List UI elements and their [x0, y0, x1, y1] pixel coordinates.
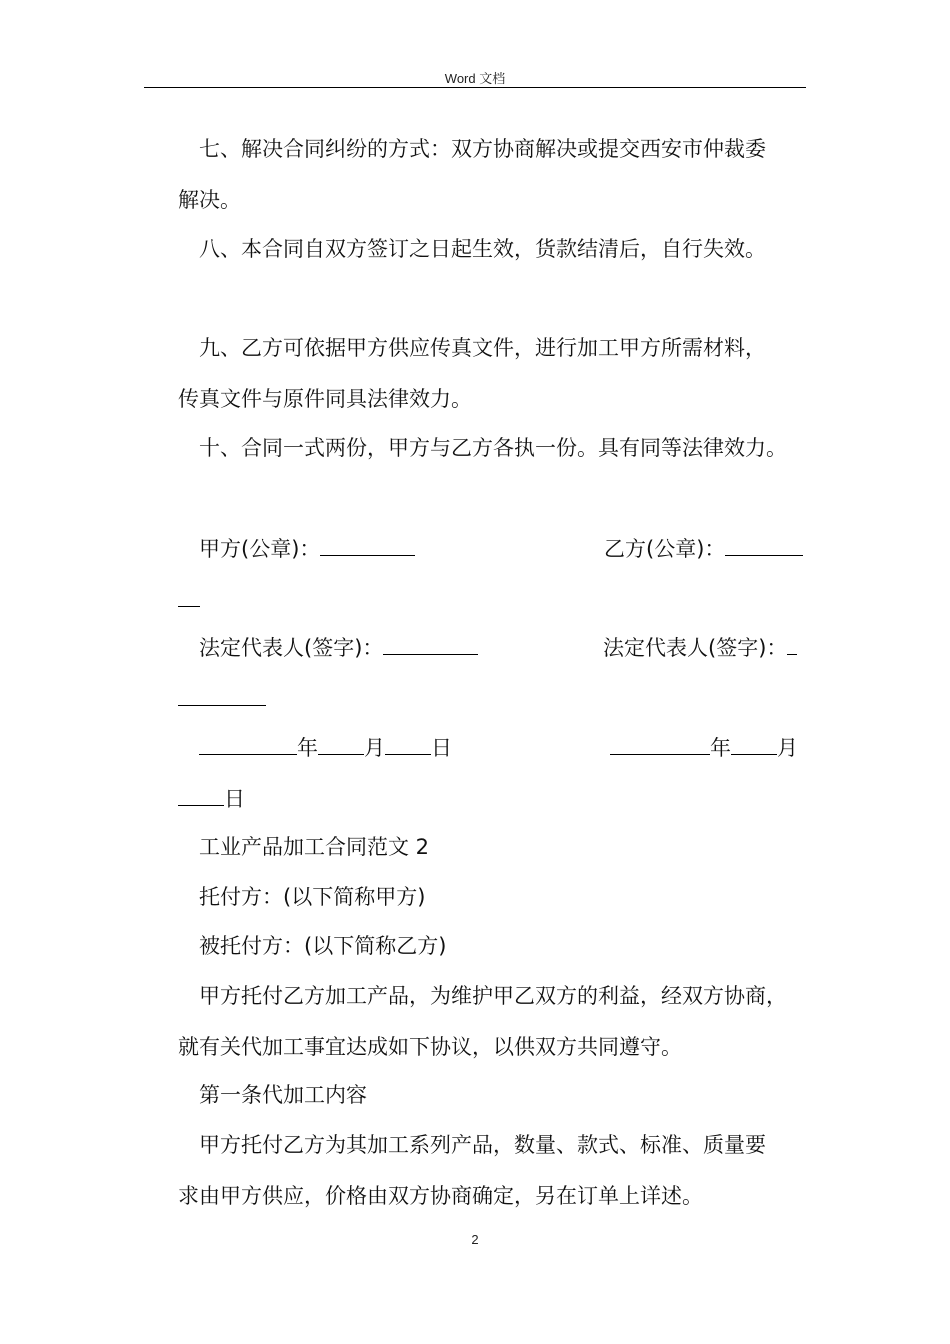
party-b-seal-blank-continued: [178, 586, 200, 613]
party-a-seal-blank: [320, 535, 415, 556]
article-1-line-1: 甲方托付乙方为其加工系列产品，数量、款式、标准、质量要: [199, 1133, 766, 1157]
header-title: Word 文档: [444, 71, 506, 86]
intro-line-2: 就有关代加工事宜达成如下协议，以供双方共同遵守。: [178, 1035, 682, 1059]
party-a-seal-label: 甲方(公章)：: [199, 537, 321, 561]
contract-2-title: 工业产品加工合同范文 2: [199, 835, 430, 859]
paragraph-9-line-2: 传真文件与原件同具法律效力。: [178, 387, 472, 411]
party-a-date: 年 月 日: [199, 734, 452, 761]
article-1-title: 第一条代加工内容: [199, 1083, 367, 1107]
party-b-seal-label: 乙方(公章)：: [604, 537, 726, 561]
party-a-seal: [199, 535, 415, 562]
entrusting-party: 托付方：(以下简称甲方): [199, 885, 426, 909]
party-a-representative: [199, 634, 478, 661]
paragraph-10: 十、合同一式两份，甲方与乙方各执一份。具有同等法律效力。: [199, 436, 787, 460]
paragraph-7-line-2: 解决。: [178, 188, 241, 212]
party-a-rep-blank: [383, 634, 478, 655]
paragraph-9-line-1: 九、乙方可依据甲方供应传真文件，进行加工甲方所需材料，: [199, 336, 766, 360]
party-b-seal-blank: [725, 535, 803, 556]
party-b-date-continued: 日: [178, 785, 245, 812]
party-a-rep-label: 法定代表人(签字)：: [199, 636, 384, 660]
article-1-line-2: 求由甲方供应，价格由双方协商确定，另在订单上详述。: [178, 1184, 703, 1208]
paragraph-8: 八、本合同自双方签订之日起生效，货款结清后，自行失效。: [199, 237, 766, 261]
party-b-representative: [603, 634, 797, 661]
party-b-rep-blank-continued: [178, 685, 266, 712]
party-b-date: 年 月: [610, 734, 798, 761]
party-b-rep-blank: [787, 634, 797, 655]
page-number: 2: [471, 1232, 479, 1247]
party-b-seal: [604, 535, 803, 562]
intro-line-1: 甲方托付乙方加工产品，为维护甲乙双方的利益，经双方协商，: [199, 984, 787, 1008]
header-divider: [144, 87, 806, 88]
paragraph-7-line-1: 七、解决合同纠纷的方式：双方协商解决或提交西安市仲裁委: [199, 137, 766, 161]
entrusted-party: 被托付方：(以下简称乙方): [199, 934, 447, 958]
party-b-rep-label: 法定代表人(签字)：: [603, 636, 788, 660]
